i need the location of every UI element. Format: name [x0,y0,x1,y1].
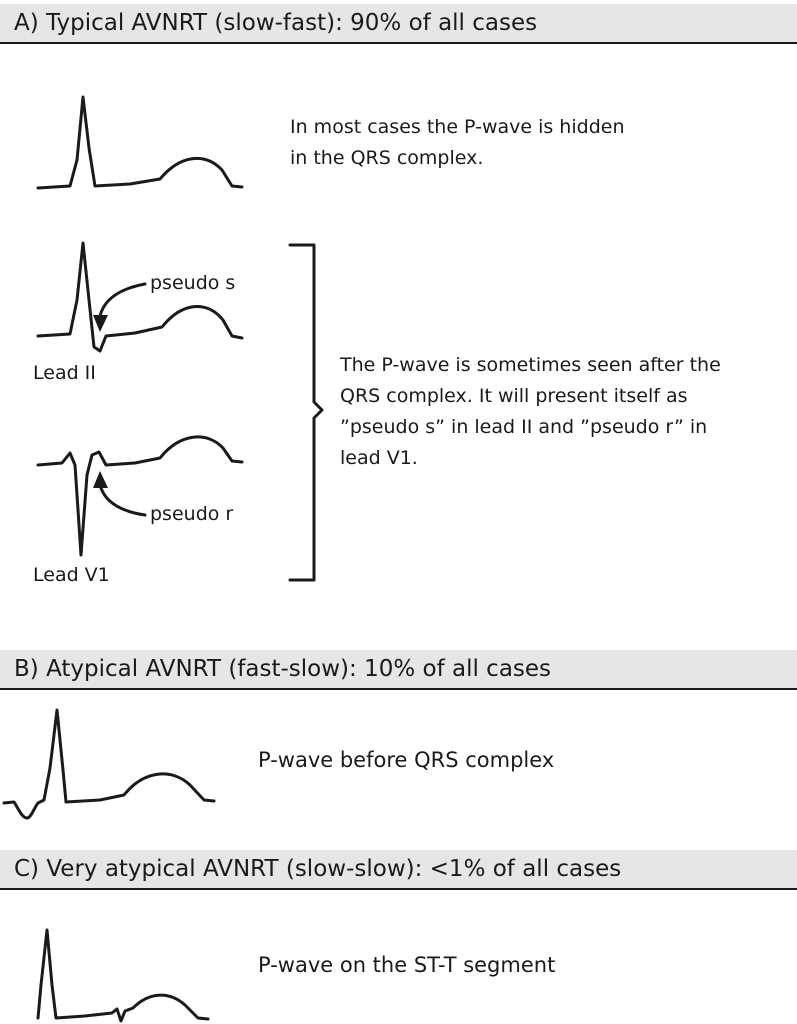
bracket [290,245,322,580]
pseudo-r-label: pseudo r [150,503,234,525]
lead-ii-label: Lead II [33,362,96,384]
pseudo-s-arrow [100,284,145,316]
after-qrs-text-line-3: ”pseudo s” in lead II and ”pseudo r” in [340,416,708,438]
pseudo-r-arrow [100,485,145,515]
section-a-title: A) Typical AVNRT (slow-fast): 90% of all cases [14,10,538,36]
section-b-title: B) Atypical AVNRT (fast-slow): 10% of all cases [14,656,552,682]
hidden-p-text-line-1: In most cases the P-wave is hidden [290,116,625,138]
after-qrs-text-line-2: QRS complex. It will present itself as [340,385,688,407]
p-on-st-t-text: P-wave on the ST-T segment [258,953,556,977]
section-c-title: C) Very atypical AVNRT (slow-slow): <1% of all cases [14,856,622,882]
lead-v1-label: Lead V1 [33,564,110,586]
pseudo-r-arrowhead [93,471,108,488]
ecg-trace-typical-hidden-p [38,97,242,188]
after-qrs-text-line-1: The P-wave is sometimes seen after the [340,354,721,376]
section-b-header [0,650,797,690]
ecg-trace-lead-v1 [38,437,242,555]
section-c-header [0,850,797,890]
pseudo-s-arrowhead [93,315,108,332]
ecg-trace-p-on-st-t [38,930,208,1021]
hidden-p-text-line-2: in the QRS complex. [290,147,484,169]
after-qrs-text-line-4: lead V1. [340,447,418,469]
ecg-trace-p-before-qrs [4,710,214,818]
p-before-qrs-text: P-wave before QRS complex [258,748,555,772]
ecg-trace-lead-ii [38,243,242,351]
pseudo-s-label: pseudo s [150,272,236,294]
